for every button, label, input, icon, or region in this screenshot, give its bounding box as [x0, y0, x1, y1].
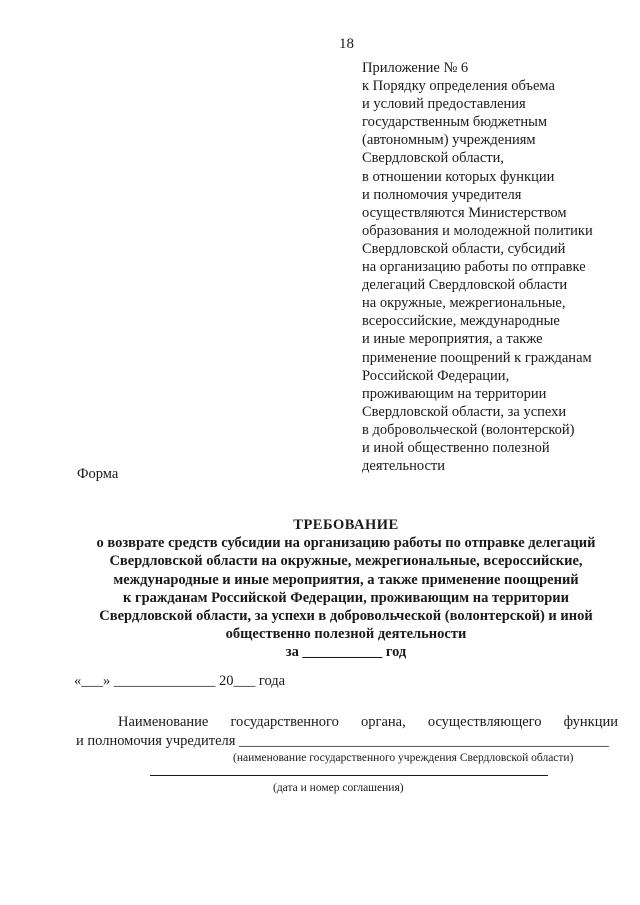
institution-caption: (наименование государственного учреждения Свердловской области): [233, 752, 574, 764]
appendix-line: и иной общественно полезной: [362, 439, 550, 456]
body-text-line: Наименование государственного органа, осуществляющего функции: [118, 714, 618, 730]
date-line: «___» ______________ 20___ года: [74, 673, 286, 689]
title-line: Свердловской области на окружные, межрегиональные, всероссийские,: [109, 553, 583, 570]
appendix-line: Свердловской области, субсидий: [362, 240, 566, 257]
appendix-line: Свердловской области, за успехи: [362, 403, 567, 420]
appendix-line: на окружные, межрегиональные,: [362, 295, 566, 312]
document-title-block: [64, 516, 628, 662]
year-line: за ___________ год: [285, 644, 407, 661]
founder-field-line: и полномочия учредителя ___________________________________________________: [76, 733, 609, 749]
document-title: ТРЕБОВАНИЕ: [293, 517, 399, 533]
title-line: Свердловской области, за успехи в добровольческой (волонтерской) и иной: [99, 608, 593, 625]
appendix-line: и условий предоставления: [362, 96, 526, 113]
appendix-line: Свердловской области,: [362, 150, 505, 167]
appendix-line: делегаций Свердловской области: [362, 277, 568, 294]
appendix-line: осуществляются Министерством: [362, 204, 567, 221]
appendix-line: и иные мероприятия, а также: [362, 331, 543, 348]
appendix-line: деятельности: [362, 458, 446, 475]
form-label: Форма: [77, 466, 119, 482]
title-line: международные и иные мероприятия, а также применение поощрений: [113, 571, 579, 588]
agreement-caption: (дата и номер соглашения): [273, 782, 404, 794]
appendix-line: в добровольческой (волонтерской): [362, 421, 575, 438]
appendix-line: Приложение № 6: [362, 60, 469, 76]
appendix-line: (автономным) учреждениям: [362, 132, 536, 149]
appendix-line: применение поощрений к гражданам: [362, 349, 592, 366]
appendix-line: к Порядку определения объема: [362, 78, 555, 95]
title-line: общественно полезной деятельности: [225, 626, 467, 643]
agreement-blank-line: [150, 775, 548, 776]
appendix-header: [362, 59, 624, 475]
appendix-line: образования и молодежной политики: [362, 222, 593, 239]
appendix-line: государственным бюджетным: [362, 114, 548, 131]
appendix-line: в отношении которых функции: [362, 168, 555, 185]
page-number: 18: [339, 36, 354, 52]
appendix-line: проживающим на территории: [362, 385, 547, 402]
appendix-line: на организацию работы по отправке: [362, 259, 586, 276]
appendix-line: Российской Федерации,: [362, 367, 510, 384]
title-line: о возврате средств субсидии на организацию работы по отправке делегаций: [96, 535, 596, 552]
appendix-line: и полномочия учредителя: [362, 186, 522, 203]
title-line: к гражданам Российской Федерации, проживающим на территории: [123, 589, 569, 606]
appendix-line: всероссийские, международные: [362, 313, 560, 330]
